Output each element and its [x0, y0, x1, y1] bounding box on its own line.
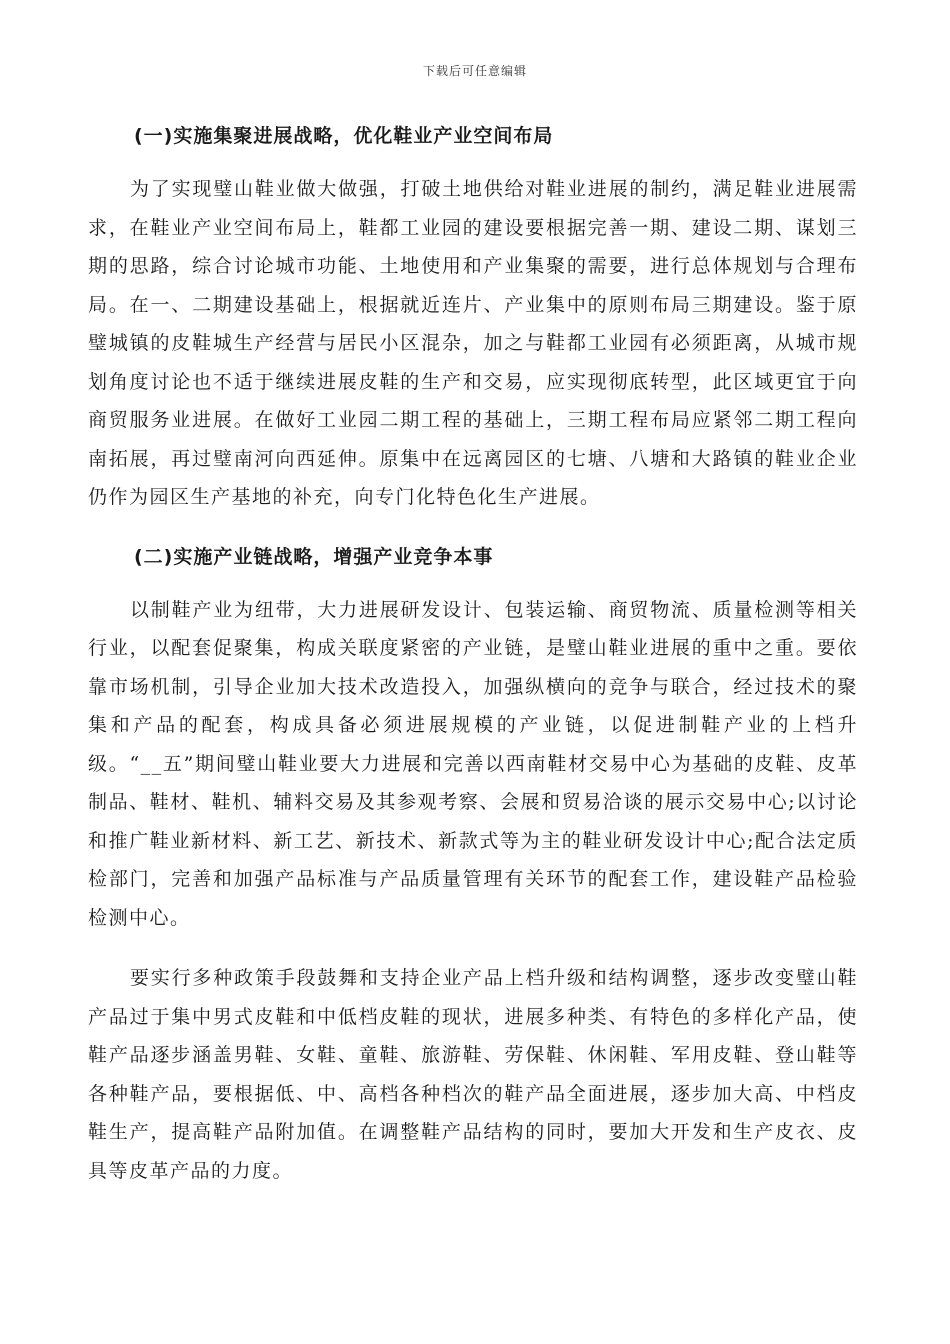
- paragraph: 以制鞋产业为纽带，大力进展研发设计、包装运输、商贸物流、质量检测等相关行业，以配套促聚集，构成关联度紧密的产业链，是璧山鞋业进展的重中之重。要依靠市场机制，引导企业加大技术改造投入，加强纵横向的竞争与联合，经过技术的聚集和产品的配套，构成具备必须进展规模的产业链，以促进制鞋产业的上档升级。“__五”期间璧山鞋业要大力进展和完善以西南鞋材交易中心为基础的皮鞋、皮革制品、鞋材、鞋机、辅料交易及其参观考察、会展和贸易洽谈的展示交易中心;以讨论和推广鞋业新材料、新工艺、新技术、新款式等为主的鞋业研发设计中心;配合法定质检部门，完善和加强产品标准与产品质量管理有关环节的配套工作，建设鞋产品检验检测中心。: [88, 598, 858, 929]
- section-heading-1: (一)实施集聚进展战略，优化鞋业产业空间布局: [134, 125, 554, 147]
- paragraph: 要实行多种政策手段鼓舞和支持企业产品上档升级和结构调整，逐步改变璧山鞋产品过于集中男式皮鞋和中低档皮鞋的现状，进展多种类、有特色的多样化产品，使鞋产品逐步涵盖男鞋、女鞋、童鞋、旅游鞋、劳保鞋、休闲鞋、军用皮鞋、登山鞋等各种鞋产品，要根据低、中、高档各种档次的鞋产品全面进展，逐步加大高、中档皮鞋生产，提高鞋产品附加值。在调整鞋产品结构的同时，要加大开发和生产皮衣、皮具等皮革产品的力度。: [88, 967, 858, 1182]
- section-heading-2: (二)实施产业链战略，增强产业竞争本事: [134, 545, 494, 568]
- paragraph: 为了实现璧山鞋业做大做强，打破土地供给对鞋业进展的制约，满足鞋业进展需求，在鞋业产业空间布局上，鞋都工业园的建设要根据完善一期、建设二期、谋划三期的思路，综合讨论城市功能、土地使用和产业集聚的需要，进行总体规划与合理布局。在一、二期建设基础上，根据就近连片、产业集中的原则布局三期建设。鉴于原璧城镇的皮鞋城生产经营与居民小区混杂，加之与鞋都工业园有必须距离，从城市规划角度讨论也不适于继续进展皮鞋的生产和交易，应实现彻底转型，此区域更宜于向商贸服务业进展。在做好工业园二期工程的基础上，三期工程布局应紧邻二期工程向南拓展，再过璧南河向西延伸。原集中在远离园区的七塘、八塘和大路镇的鞋业企业仍作为园区生产基地的补充，向专门化特色化生产进展。: [88, 178, 858, 508]
- document-body: [88, 118, 858, 1212]
- header-note: 下载后可任意编辑: [422, 64, 527, 78]
